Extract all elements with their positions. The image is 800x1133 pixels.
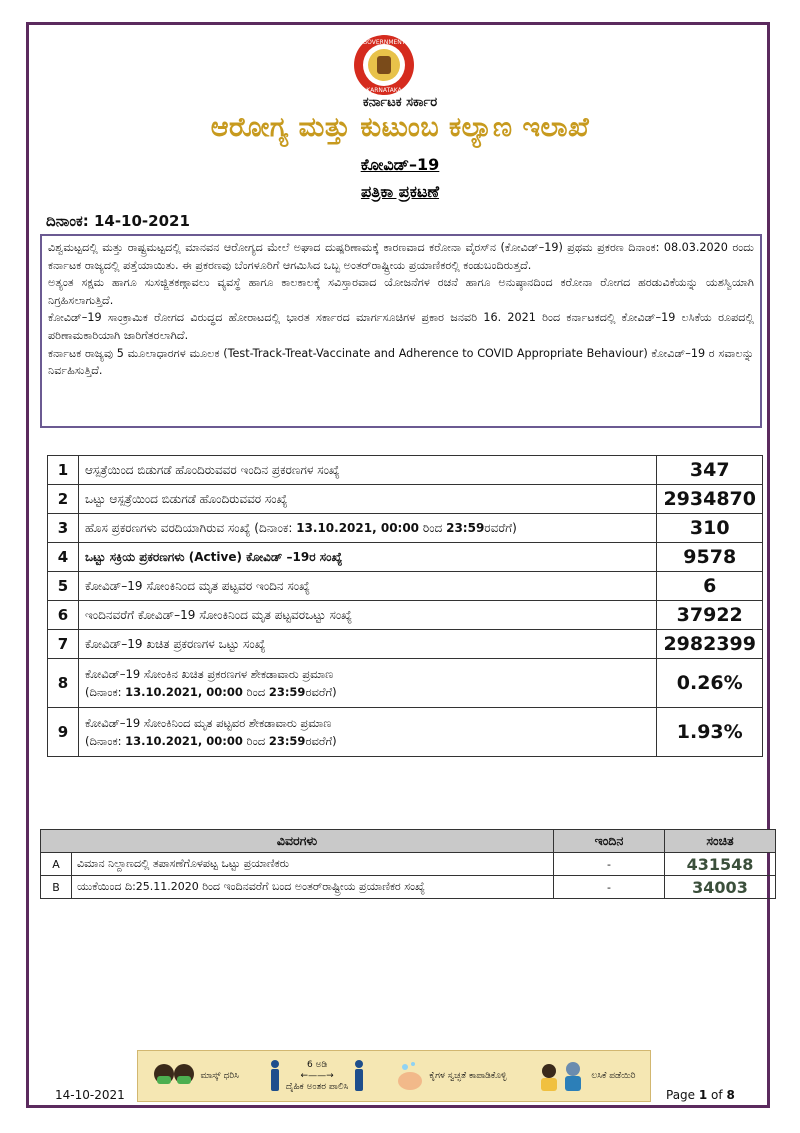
- row-label: ವಿಮಾನ ನಿಲ್ದಾಣದಲ್ಲಿ ತಪಾಸಣೆಗೊಳಪಟ್ಟ ಒಟ್ಟು ಪ್ರಯಾಣಿಕರು: [72, 853, 554, 876]
- row-number: 2: [48, 485, 79, 514]
- person-icon: [268, 1059, 282, 1093]
- table-row: [48, 456, 763, 485]
- distance-guideline: [268, 1059, 367, 1093]
- row-number: 8: [48, 659, 79, 708]
- vaccine-label: ಲಸಿಕೆ ಪಡೆಯಿರಿ: [591, 1070, 636, 1081]
- col-header-today: ಇಂದಿನ: [554, 830, 665, 853]
- row-number: 4: [48, 543, 79, 572]
- row-today: -: [554, 853, 665, 876]
- row-label: ಒಟ್ಟು ಆಸ್ಪತ್ರೆಯಿಂದ ಬಿಡುಗಡೆ ಹೊಂದಿರುವವರ ಸಂಖ್ಯೆ: [79, 485, 657, 514]
- table-row: [41, 853, 776, 876]
- intro-paragraph: ಕರ್ನಾಟಕ ರಾಜ್ಯವು 5 ಮೂಲಾಧಾರಗಳ ಮೂಲಕ (Test-Track-Treat-Vaccinate and Adherence to COVID Appropriate Behaviour) ಕೋವಿಡ್–19 ರ ಸವಾಲನ್ನು ನಿರ್ವಹಿಸುತ್ತಿದೆ.: [48, 346, 754, 378]
- distance-value: 6 ಅಡಿ: [306, 1059, 328, 1070]
- table-row: [48, 601, 763, 630]
- footer-page-number: [666, 1088, 735, 1102]
- row-today: -: [554, 876, 665, 899]
- label-part: ರಿಂದ: [242, 734, 269, 748]
- row-value: 2982399: [657, 630, 763, 659]
- row-id: B: [41, 876, 72, 899]
- label-sub: [85, 732, 650, 750]
- row-number: 9: [48, 708, 79, 757]
- row-label: [79, 514, 657, 543]
- vaccine-guideline: [535, 1059, 635, 1093]
- distance-arrow-icon: ←——→: [300, 1070, 334, 1081]
- row-value: 347: [657, 456, 763, 485]
- row-number: 7: [48, 630, 79, 659]
- row-number: 3: [48, 514, 79, 543]
- table-row: [48, 572, 763, 601]
- page-total: 8: [726, 1088, 735, 1102]
- covid-guidelines-banner: [137, 1050, 651, 1102]
- row-label: ಕೋವಿಡ್–19 ಖಚಿತ ಪ್ರಕರಣಗಳ ಒಟ್ಟು ಸಂಖ್ಯೆ: [79, 630, 657, 659]
- travellers-table: [40, 829, 776, 899]
- row-label: ಒಟ್ಟು ಸಕ್ರಿಯ ಪ್ರಕರಣಗಳು (Active) ಕೋವಿಡ್ –19ರ ಸಂಖ್ಯೆ: [79, 543, 657, 572]
- label-part: ರವರೆಗೆ): [305, 685, 337, 699]
- row-label: ಆಸ್ಪತ್ರೆಯಿಂದ ಬಿಡುಗಡೆ ಹೊಂದಿರುವವರ ಇಂದಿನ ಪ್ರಕರಣಗಳ ಸಂಖ್ಯೆ: [79, 456, 657, 485]
- row-total: 34003: [665, 876, 776, 899]
- table-header-row: [41, 830, 776, 853]
- label-date-from: 13.10.2021, 00:00: [296, 520, 420, 535]
- page-current: 1: [698, 1088, 708, 1102]
- row-number: 1: [48, 456, 79, 485]
- row-label: ಇಂದಿನವರೆಗೆ ಕೋವಿಡ್–19 ಸೋಂಕಿನಿಂದ ಮೃತ ಪಟ್ಟವರಒಟ್ಟು ಸಂಖ್ಯೆ: [79, 601, 657, 630]
- svg-text:KARNATAKA: KARNATAKA: [366, 87, 402, 94]
- label-sub: [85, 683, 650, 701]
- covid-subtitle: ಕೋವಿಡ್–19: [360, 155, 440, 174]
- row-label: ಯುಕೆಯಿಂದ ದಿ:25.11.2020 ರಿಂದ ಇಂದಿನವರೆಗೆ ಬಂದ ಅಂತರ್‌ರಾಷ್ಟ್ರೀಯ ಪ್ರಯಾಣಿಕರ ಸಂಖ್ಯೆ: [72, 876, 554, 899]
- footer-date: 14-10-2021: [55, 1088, 125, 1102]
- label-main: ಕೋವಿಡ್–19 ಸೋಂಕಿನ ಖಚಿತ ಪ್ರಕರಣಗಳ ಶೇಕಡಾವಾರು ಪ್ರಮಾಣ: [85, 667, 334, 681]
- row-number: 5: [48, 572, 79, 601]
- person-icon: [352, 1059, 366, 1093]
- government-name: ಕರ್ನಾಟಕ ಸರ್ಕಾರ: [362, 95, 438, 110]
- row-value: 310: [657, 514, 763, 543]
- label-part: ರಿಂದ: [419, 520, 447, 535]
- label-part: ಹೊಸ ಪ್ರಕರಣಗಳು ವರದಿಯಾಗಿರುವ ಸಂಖ್ಯೆ (ದಿನಾಂಕ:: [85, 520, 297, 535]
- row-label: ಕೋವಿಡ್–19 ಸೋಂಕಿನಿಂದ ಮೃತ ಪಟ್ಟವರ ಇಂದಿನ ಸಂಖ್ಯೆ: [79, 572, 657, 601]
- intro-paragraph: ವಿಶ್ವಮಟ್ಟದಲ್ಲಿ ಮತ್ತು ರಾಷ್ಟ್ರಮಟ್ಟದಲ್ಲಿ ಮಾನವನ ಆರೋಗ್ಯದ ಮೇಲೆ ಅಘಾದ ದುಷ್ಪರಿಣಾಮಕ್ಕೆ ಕಾರಣವಾದ ಕರೋನಾ ವೈರಸ್‌ನ (ಕೋವಿಡ್–19) ಪ್ರಥಮ ಪ್ರಕರಣ ದಿನಾಂಕ: 08.03.2020 ರಂದು ಕರ್ನಾಟಕ ರಾಜ್ಯದಲ್ಲಿ ಪತ್ತೆಯಾಯಿತು. ಈ ಪ್ರಕರಣವು ಬೆಂಗಳೂರಿಗೆ ಆಗಮಿಸಿದ ಒಬ್ಬ ಅಂತರ್‌ರಾಷ್ಟ್ರೀಯ ಪ್ರಯಾಣಿಕರಲ್ಲಿ ಕಂಡುಬಂದಿರುತ್ತದೆ.: [48, 241, 754, 272]
- table-row: [48, 708, 763, 757]
- label-date-to: 23:59: [268, 734, 306, 748]
- handwash-guideline: [395, 1059, 506, 1093]
- table-row: [48, 485, 763, 514]
- table-row: [48, 659, 763, 708]
- col-header-details: ವಿವರಗಳು: [41, 830, 554, 853]
- intro-box: [40, 234, 762, 428]
- col-header-cumulative: ಸಂಚಿತ: [665, 830, 776, 853]
- covid-stats-table: [47, 455, 763, 757]
- department-title: ಆರೋಗ್ಯ ಮತ್ತು ಕುಟುಂಬ ಕಲ್ಯಾಣ ಇಲಾಖೆ: [210, 112, 590, 143]
- row-value: 37922: [657, 601, 763, 630]
- hand-wash-icon: [395, 1059, 425, 1093]
- distance-label: [286, 1060, 349, 1093]
- label-date-to: 23:59: [268, 685, 306, 699]
- table-row: [48, 630, 763, 659]
- row-value: 0.26%: [657, 659, 763, 708]
- label-date-from: 13.10.2021, 00:00: [125, 734, 243, 748]
- release-date: ದಿನಾಂಕ: 14-10-2021: [46, 212, 190, 230]
- table-row: [41, 876, 776, 899]
- table-row: [48, 514, 763, 543]
- intro-paragraph: ಅತ್ಯಂತ ಸಕ್ಷಮ ಹಾಗೂ ಸುಸಜ್ಜಿತಕಣ್ಗಾವಲು ವ್ಯವಸ್ಥೆ ಹಾಗೂ ಕಾಲಕಾಲಕ್ಕೆ ಸವಿಸ್ತಾರವಾದ ಯೋಜನೆಗಳ ರಚನೆ ಹಾಗೂ ಅನುಷ್ಠಾನದಿಂದ ಕರೋನಾ ರೋಗದ ಹರಡುವಿಕೆಯನ್ನು ಯಶಸ್ವಿಯಾಗಿ ನಿಗ್ರಹಿಸಲಾಗುತ್ತಿದೆ.: [48, 276, 754, 307]
- press-release-title: ಪತ್ರಿಕಾ ಪ್ರಕಟಣೆ: [360, 182, 440, 201]
- handwash-label: ಕೈಗಳ ಸ್ವಚ್ಛತೆ ಕಾಪಾಡಿಕೊಳ್ಳಿ: [429, 1070, 507, 1081]
- page-of: of: [707, 1088, 727, 1102]
- government-emblem-logo: [346, 32, 422, 96]
- intro-paragraph: ಕೋವಿಡ್–19 ಸಾಂಕ್ರಾಮಿಕ ರೋಗದ ವಿರುದ್ಧದ ಹೋರಾಟದಲ್ಲಿ ಭಾರತ ಸರ್ಕಾರದ ಮಾರ್ಗಸೂಚಿಗಳ ಪ್ರಕಾರ ಜನವರಿ 16. 2021 ರಿಂದ ಕರ್ನಾಟಕದಲ್ಲಿ ಕೋವಿಡ್–19 ಲಸಿಕೆಯ ರೂಪದಲ್ಲಿ ಪರಿಣಾಮಕಾರಿಯಾಗಿ ಜಾರಿಗೆತರಲಾಗಿದೆ.: [48, 311, 754, 342]
- label-part: (ದಿನಾಂಕ:: [85, 734, 126, 748]
- label-part: (ದಿನಾಂಕ:: [85, 685, 126, 699]
- label-part: ರವರೆಗೆ): [484, 520, 517, 535]
- row-value: 2934870: [657, 485, 763, 514]
- label-part: ರಿಂದ: [242, 685, 269, 699]
- label-main: ಕೋವಿಡ್–19 ಸೋಂಕಿನಿಂದ ಮೃತ ಪಟ್ಟವರ ಶೇಕಡಾವಾರು ಪ್ರಮಾಣ: [85, 716, 332, 730]
- row-label: [79, 708, 657, 757]
- page-prefix: Page: [666, 1088, 699, 1102]
- mask-guideline: [152, 1059, 239, 1093]
- row-total: 431548: [665, 853, 776, 876]
- svg-text:GOVERNMENT: GOVERNMENT: [362, 39, 406, 46]
- masked-faces-icon: [152, 1059, 196, 1093]
- mask-label: ಮಾಸ್ಕ್ ಧರಿಸಿ: [200, 1070, 239, 1081]
- vaccination-icon: [535, 1059, 587, 1093]
- table-row: [48, 543, 763, 572]
- label-date-from: 13.10.2021, 00:00: [125, 685, 243, 699]
- label-part: ರವರೆಗೆ): [305, 734, 337, 748]
- row-number: 6: [48, 601, 79, 630]
- label-date-to: 23:59: [446, 520, 485, 535]
- row-id: A: [41, 853, 72, 876]
- row-value: 1.93%: [657, 708, 763, 757]
- distance-text: ದೈಹಿಕ ಅಂತರ ಪಾಲಿಸಿ: [285, 1081, 349, 1092]
- row-value: 6: [657, 572, 763, 601]
- row-label: [79, 659, 657, 708]
- row-value: 9578: [657, 543, 763, 572]
